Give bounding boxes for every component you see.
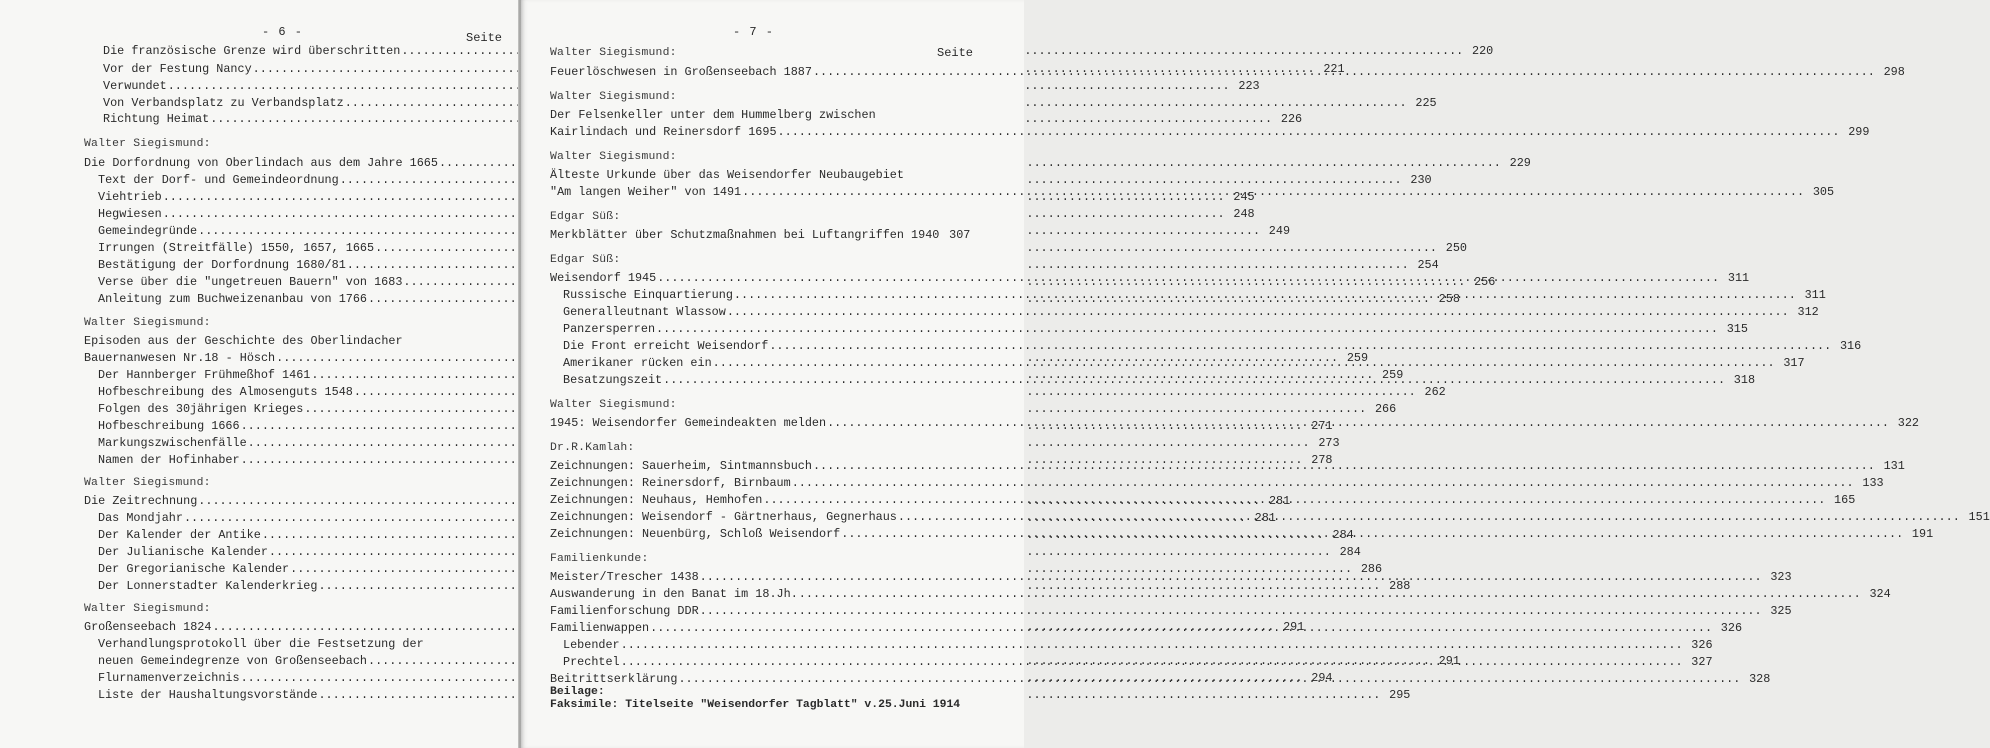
toc-entry: Der Hannberger Frühmeßhof 1461 ..... 259 xyxy=(98,368,496,386)
toc-entry: Das Mondjahr ..... 281 xyxy=(98,511,496,529)
toc-section-title: Weisendorf 1945 ..... 311 xyxy=(550,271,960,289)
toc-entry: Besatzungszeit ..... 318 xyxy=(563,373,960,391)
toc-section-title: Episoden aus der Geschichte des Oberlindacher xyxy=(84,334,403,348)
seite-label: Seite xyxy=(937,46,974,60)
toc-section-title: Kairlindach und Reinersdorf 1695 ..... 299 xyxy=(550,125,960,143)
toc-entry: Irrungen (Streitfälle) 1550, 1657, 1665 ..... 250 xyxy=(98,241,496,259)
toc-section-title: Älteste Urkunde über das Weisendorfer Neubaugebiet xyxy=(550,168,904,182)
toc-entry: Der Lonnerstadter Kalenderkrieg ..... 288 xyxy=(98,579,496,597)
toc-section-title: 1945: Weisendorfer Gemeindeakten melden ..... 322 xyxy=(550,416,960,434)
section-author: Walter Siegismund: xyxy=(550,399,677,411)
section-author: Walter Siegismund: xyxy=(84,603,211,615)
toc-entry: Anleitung zum Buchweizenanbau von 1766 ..... 258 xyxy=(98,292,496,310)
toc-entry: Amerikaner rücken ein ..... 317 xyxy=(563,356,960,374)
toc-entry: Der Gregorianische Kalender ..... 286 xyxy=(98,562,496,580)
toc-entry: Familienforschung DDR ..... 325 xyxy=(550,604,960,622)
toc-section-title: Bauernanwesen Nr.18 - Hösch ..... 259 xyxy=(84,351,496,369)
toc-section-title: Der Felsenkeller unter dem Hummelberg zwischen xyxy=(550,108,876,122)
section-author: Dr.R.Kamlah: xyxy=(550,442,635,454)
toc-entry: Bestätigung der Dorfordnung 1680/81 ..... 254 xyxy=(98,258,496,276)
toc-entry: Zeichnungen: Sauerheim, Sintmannsbuch ..... 131 xyxy=(550,459,960,477)
toc-entry: Panzersperren ..... 315 xyxy=(563,322,960,340)
section-author: Walter Siegismund: xyxy=(550,47,677,59)
seite-label: Seite xyxy=(466,31,503,45)
page-number: - 6 - xyxy=(262,25,304,39)
toc-entry: Meister/Trescher 1438 ..... 323 xyxy=(550,570,960,588)
section-author: Walter Siegismund: xyxy=(84,138,211,150)
toc-entry: Markungszwischenfälle ..... 273 xyxy=(98,436,496,454)
section-author: Walter Siegismund: xyxy=(84,317,211,329)
toc-section-title: Die Zeitrechnung ..... 281 xyxy=(84,494,496,512)
toc-section-title: Merkblätter über Schutzmaßnahmen bei Luftangriffen 1940 307 xyxy=(550,228,971,242)
toc-entry: Generalleutnant Wlassow ..... 312 xyxy=(563,305,960,323)
section-author: Edgar Süß: xyxy=(550,254,621,266)
toc-entry: Text der Dorf- und Gemeindeordnung ..... 230 xyxy=(98,173,496,191)
toc-entry: Die Front erreicht Weisendorf ..... 316 xyxy=(563,339,960,357)
toc-entry: Zeichnungen: Weisendorf - Gärtnerhaus, Gegnerhaus ..... 151 xyxy=(550,510,960,528)
toc-entry: Folgen des 30jährigen Krieges ..... 266 xyxy=(98,402,496,420)
toc-section-title: Feuerlöschwesen in Großenseebach 1887 ..... 298 xyxy=(550,65,960,83)
toc-entry: Zeichnungen: Neuhaus, Hemhofen ..... 165 xyxy=(550,493,960,511)
toc-entry: Flurnamenverzeichnis ..... 294 xyxy=(98,671,496,689)
toc-entry: Verwundet ..... 223 xyxy=(103,79,496,97)
toc-entry: neuen Gemeindegrenze von Großenseebach ..... 291 xyxy=(98,654,496,672)
beilage-text: Faksimile: Titelseite "Weisendorfer Tagblatt" v.25.Juni 1914 xyxy=(550,699,961,711)
toc-entry: Der Kalender der Antike ..... 284 xyxy=(98,528,496,546)
section-author: Walter Siegismund: xyxy=(550,151,677,163)
toc-entry: Russische Einquartierung ..... 311 xyxy=(563,288,960,306)
toc-entry: Liste der Haushaltungsvorstände ..... 295 xyxy=(98,688,496,706)
toc-entry: Die französische Grenze wird überschritten ..... 220 xyxy=(103,44,496,62)
toc-section-title: Großenseebach 1824 ..... 291 xyxy=(84,620,496,638)
toc-entry: Namen der Hofinhaber ..... 278 xyxy=(98,453,496,471)
section-author: Walter Siegismund: xyxy=(84,477,211,489)
toc-entry: Auswanderung in den Banat im 18.Jh. ..... 324 xyxy=(550,587,960,605)
toc-entry: Der Julianische Kalender ..... 284 xyxy=(98,545,496,563)
section-author: Walter Siegismund: xyxy=(550,91,677,103)
toc-entry: Prechtel ..... 327 xyxy=(563,655,960,673)
toc-entry: Von Verbandsplatz zu Verbandsplatz ..... 225 xyxy=(103,96,496,114)
toc-section-title: Die Dorfordnung von Oberlindach aus dem Jahre 1665 ..... 229 xyxy=(84,156,496,174)
toc-entry: Richtung Heimat ..... 226 xyxy=(103,112,496,130)
toc-entry: Zeichnungen: Reinersdorf, Birnbaum ..... 133 xyxy=(550,476,960,494)
toc-entry: Verhandlungsprotokoll über die Festsetzung der xyxy=(98,637,424,651)
page-number: - 7 - xyxy=(733,25,775,39)
beilage-label: Beilage: xyxy=(550,686,605,698)
toc-entry: Vor der Festung Nancy ..... 221 xyxy=(103,62,496,80)
toc-entry: Verse über die "ungetreuen Bauern" von 1683 ..... 256 xyxy=(98,275,496,293)
toc-entry: Hegwiesen ..... 248 xyxy=(98,207,496,225)
toc-entry: Viehtrieb ..... 245 xyxy=(98,190,496,208)
toc-entry: Gemeindegründe ..... 249 xyxy=(98,224,496,242)
toc-entry: Hofbeschreibung 1666 ..... 271 xyxy=(98,419,496,437)
toc-section-title: "Am langen Weiher" von 1491 ..... 305 xyxy=(550,185,960,203)
toc-entry: Familienwappen ..... 326 xyxy=(550,621,960,639)
toc-entry: Zeichnungen: Neuenbürg, Schloß Weisendorf ..... 191 xyxy=(550,527,960,545)
section-author: Edgar Süß: xyxy=(550,211,621,223)
section-heading: Familienkunde: xyxy=(550,553,649,565)
toc-entry: Lebender ..... 326 xyxy=(563,638,960,656)
toc-entry: Beitrittserklärung ..... 328 xyxy=(550,672,960,690)
toc-entry: Hofbeschreibung des Almosenguts 1548 ..... 262 xyxy=(98,385,496,403)
